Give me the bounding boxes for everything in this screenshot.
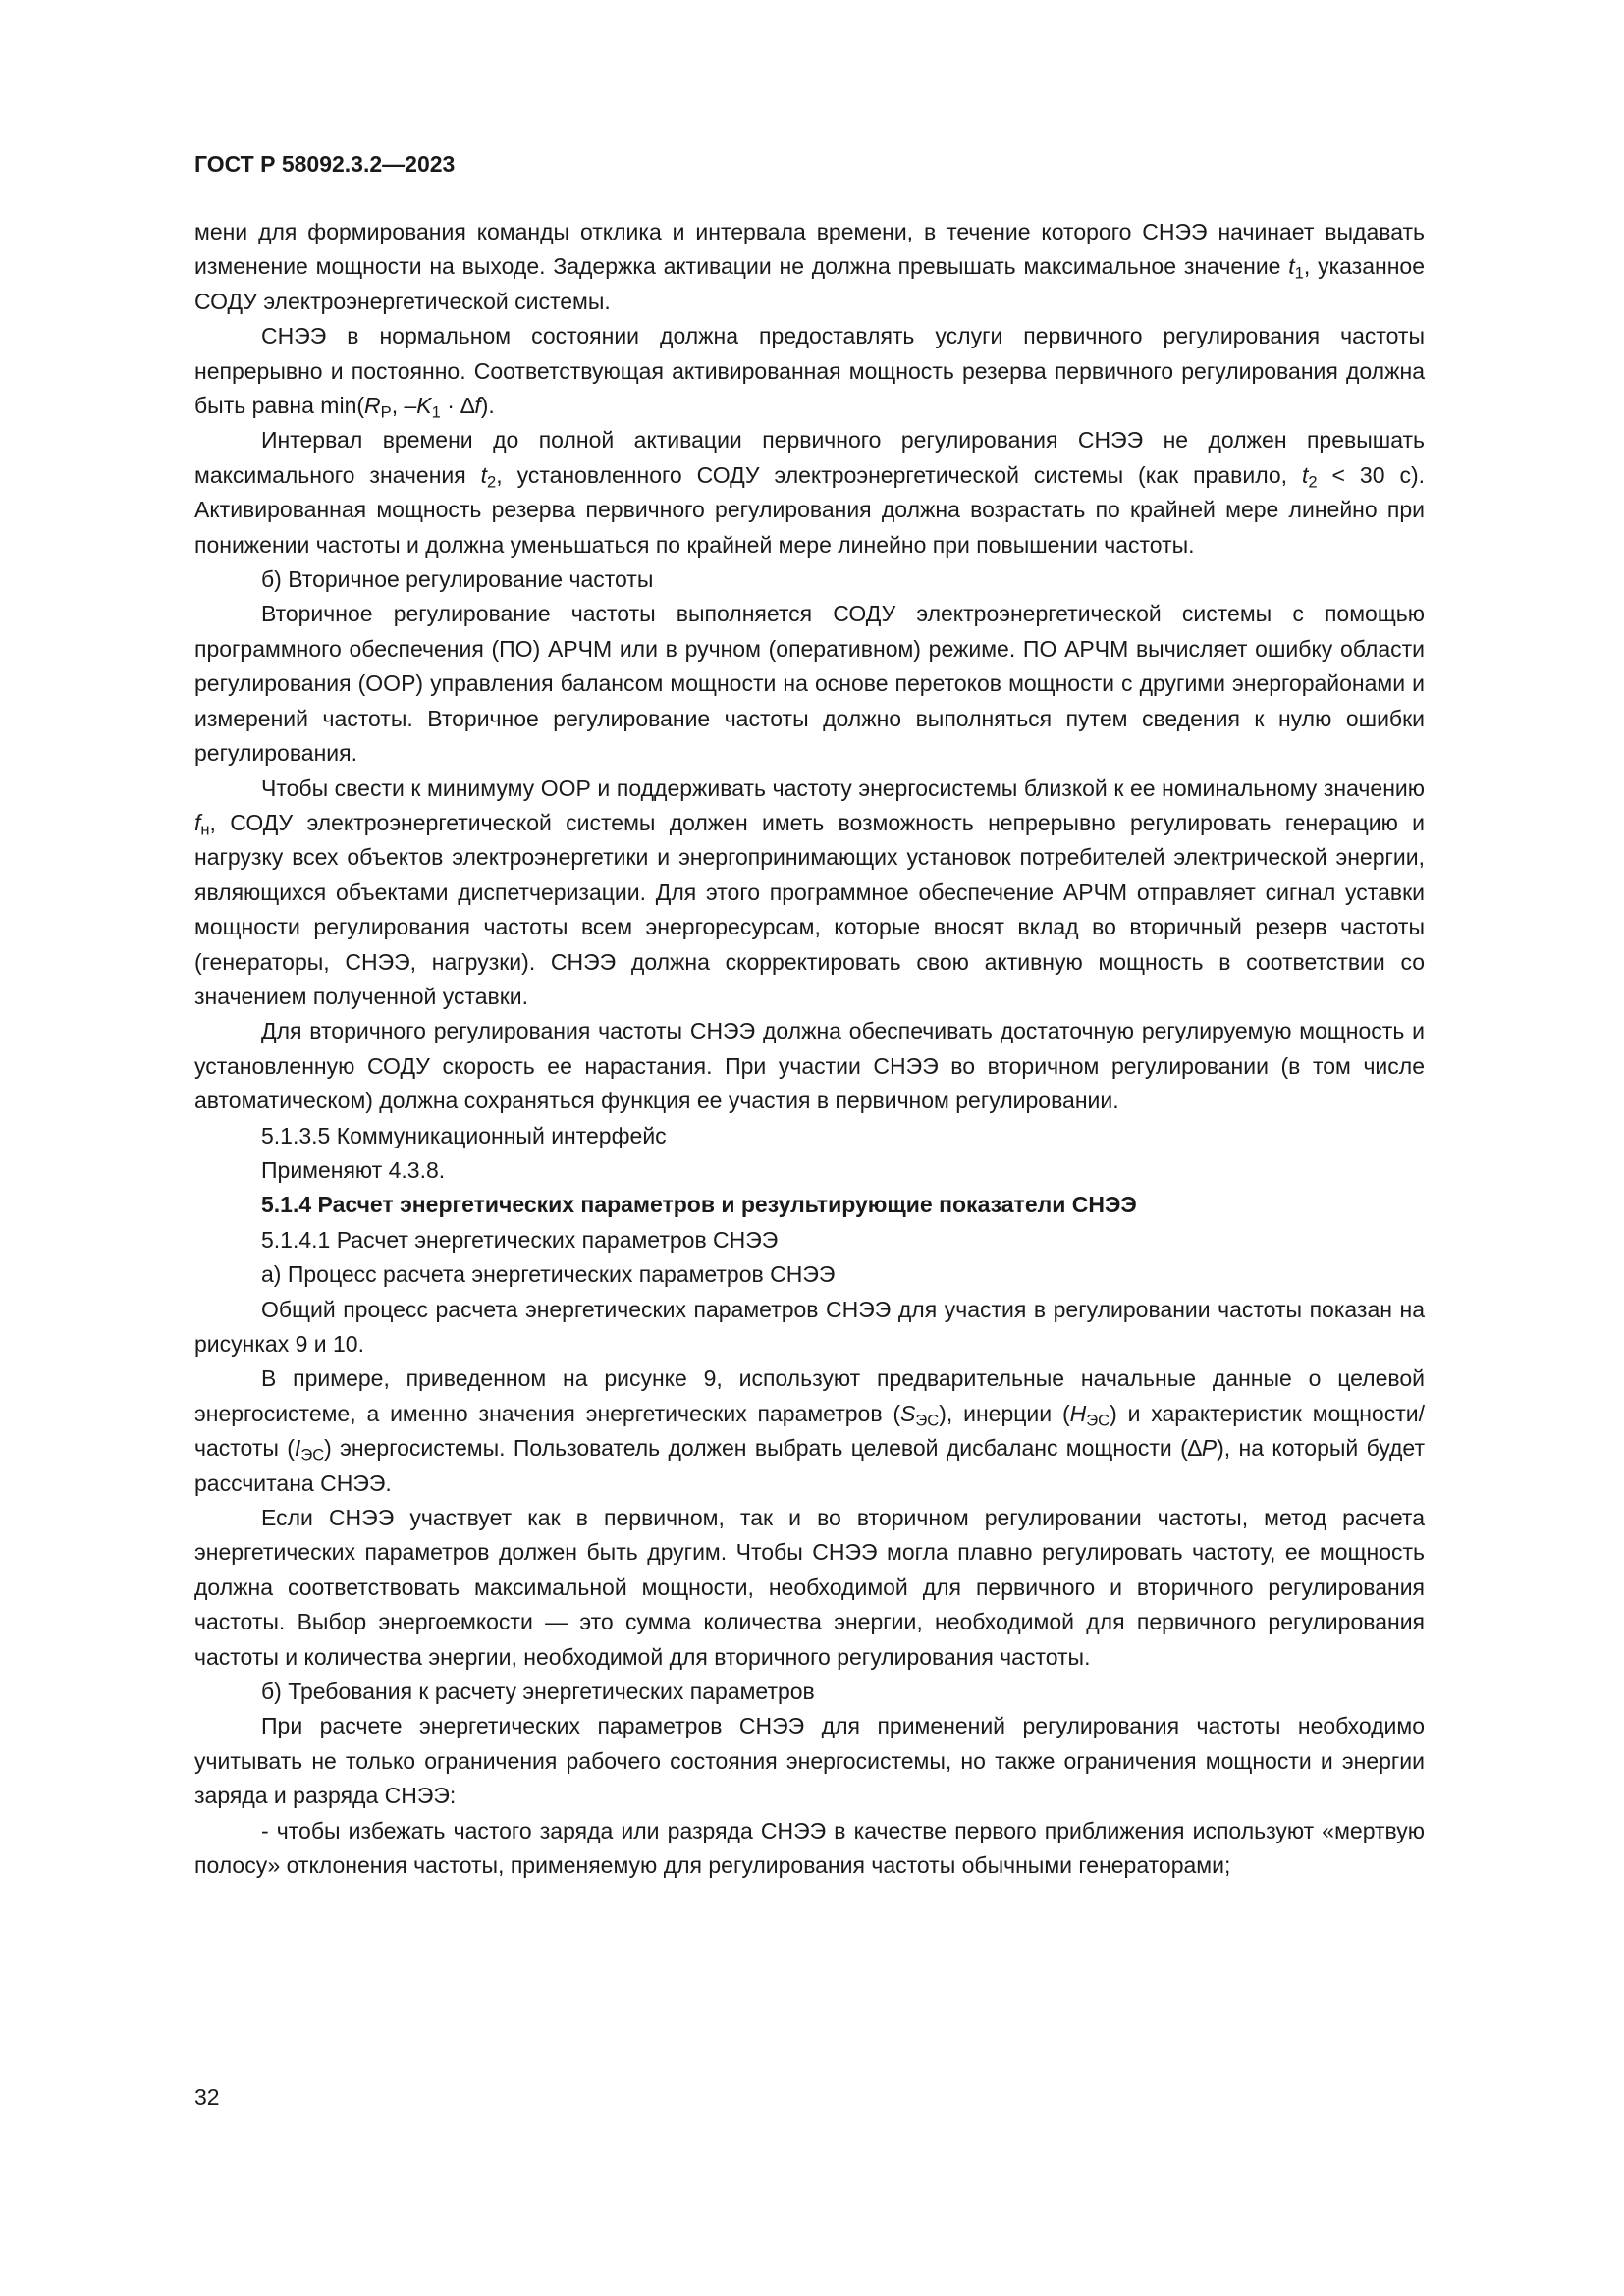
list-item-calculation-process: а) Процесс расчета энергетических параметров СНЭЭ — [261, 1261, 836, 1288]
paragraph-primary-reserve: СНЭЭ в нормальном состоянии должна предоставлять услуги первичного регулирования частоты непрерывно и постоянно. Соответствующая активированная мощность резерва первичного регулирования должна быть равна $\min(R_P$, $-K_1 \cdot \Delta f$). — [194, 323, 1425, 422]
paragraph-primary-and-secondary: Если СНЭЭ участвует как в первичном, так и во вторичном регулировании частоты, метод расчета энергетических параметров должен быть другим. Чтобы СНЭЭ могла плавно регулировать частоту, ее мощность должна соответствовать максимальной мощности, необходимой для первичного и вторичного регулирования частоты. Выбор энергоемкости — это сумма количества энергии, необходимой для первичного регулирования частоты и количества энергии, необходимой для вторичного регулирования частоты. — [194, 1505, 1425, 1670]
paragraph-full-activation-interval: Интервал времени до полной активации первичного регулирования СНЭЭ не должен превышать максимального значения $t_2$, установленного СОДУ электроэнергетической системы (как правило, $t_2 < 30$ с). Активированная мощность резерва первичного регулирования должна возрастать по крайней мере линейно при понижении частоты и должна уменьшаться по крайней мере линейно при повышении частоты. — [194, 427, 1425, 558]
paragraph-minimize-oor: Чтобы свести к минимуму ООР и поддерживать частоту энергосистемы близкой к ее номинальному значению $f_н$, СОДУ электроэнергетической системы должен иметь возможность непрерывно регулировать генерацию и нагрузку всех объектов электроэнергетики и энергопринимающих установок потребителей электрической энергии, являющихся объектами диспетчеризации. Для этого программное обеспечение АРЧМ отправляет сигнал уставки мощности регулирования частоты всем энергоресурсам, которые вносят вклад во вторичный резерв частоты (генераторы, СНЭЭ, нагрузки). СНЭЭ должна скорректировать свою активную мощность в соответствии со значением полученной уставки. — [194, 774, 1425, 1009]
list-item-calculation-requirements: б) Требования к расчету энергетических параметров — [261, 1679, 815, 1705]
paragraph-applies-4-3-8: Применяют 4.3.8. — [261, 1156, 446, 1183]
paragraph-activation-delay: мени для формирования команды отклика и интервала времени, в течение которого СНЭЭ начинает выдавать изменение мощности на выходе. Задержка активации не должна превышать максимальное значение $t_1$, указанное СОДУ электроэнергетической системы. — [194, 219, 1425, 314]
section-heading-5-1-4: 5.1.4 Расчет энергетических параметров и результирующие показатели СНЭЭ — [261, 1192, 1137, 1218]
paragraph-example-figure-9: В примере, приведенном на рисунке 9, используют предварительные начальные данные о целевой энергосистеме, а именно значения энергетических параметров $(S_{ЭС})$, инерции $(H_{ЭС})$ и характеристик мощности/частоты $(I_{ЭС})$ энергосистемы. Пользователь должен выбрать целевой дисбаланс мощности (∆P), на который будет рассчитана СНЭЭ. — [194, 1365, 1425, 1496]
paragraph-general-process: Общий процесс расчета энергетических параметров СНЭЭ для участия в регулировании частоты показан на рисунках 9 и 10. — [194, 1296, 1425, 1357]
list-item-dead-band: - чтобы избежать частого заряда или разряда СНЭЭ в качестве первого приближения используют «мертвую полосу» отклонения частоты, применяемую для регулирования частоты обычными генераторами; — [194, 1817, 1425, 1879]
paragraph-secondary-regulation: Вторичное регулирование частоты выполняется СОДУ электроэнергетической системы с помощью программного обеспечения (ПО) АРЧМ или в ручном (оперативном) режиме. ПО АРЧМ вычисляет ошибку области регулирования (ООР) управления балансом мощности на основе перетоков мощности с другими энергорайонами и измерений частоты. Вторичное регулирование частоты должно выполняться путем сведения к нулю ошибки регулирования. — [194, 601, 1425, 767]
list-item-secondary-regulation: б) Вторичное регулирование частоты — [261, 566, 654, 593]
paragraph-secondary-requirements: Для вторичного регулирования частоты СНЭЭ должна обеспечивать достаточную регулируемую мощность и установленную СОДУ скорость ее нарастания. При участии СНЭЭ во вторичном регулировании (в том числе автоматическом) должна сохраняться функция ее участия в первичном регулировании. — [194, 1018, 1425, 1114]
page-number: 32 — [194, 2084, 220, 2109]
paragraph-calculation-constraints: При расчете энергетических параметров СНЭЭ для применений регулирования частоты необходимо учитывать не только ограничения рабочего состояния энергосистемы, но также ограничения мощности и энергии заряда и разряда СНЭЭ: — [194, 1713, 1425, 1809]
section-heading-5-1-4-1: 5.1.4.1 Расчет энергетических параметров СНЭЭ — [261, 1226, 779, 1253]
section-heading-5-1-3-5: 5.1.3.5 Коммуникационный интерфейс — [261, 1122, 667, 1148]
document-page — [194, 147, 1425, 1884]
document-number-header: ГОСТ Р 58092.3.2—2023 — [194, 151, 456, 177]
